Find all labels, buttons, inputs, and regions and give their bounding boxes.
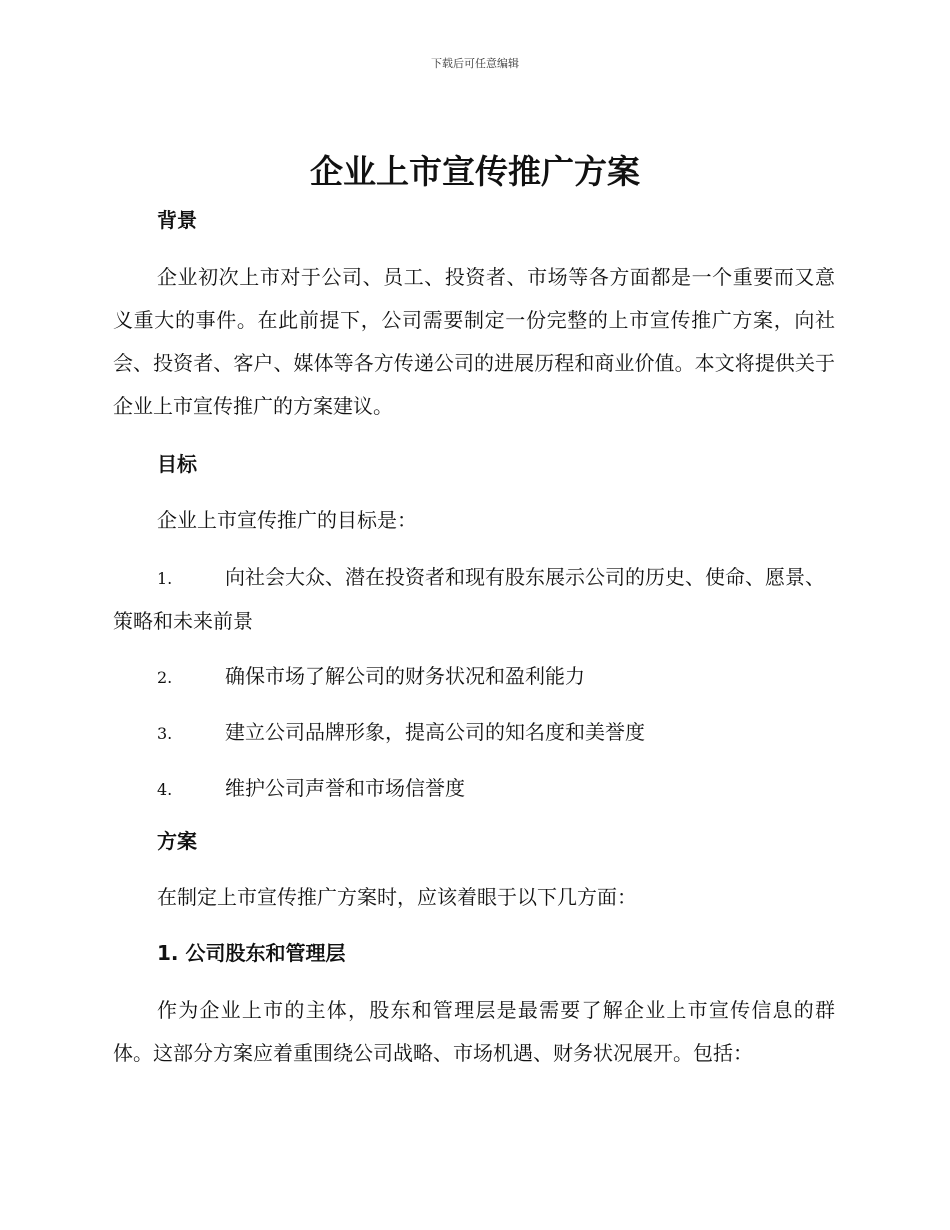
section-heading-goals: 目标 — [157, 452, 197, 476]
goals-intro: 企业上市宣传推广的目标是： — [157, 508, 417, 532]
list-item — [113, 655, 835, 699]
list-number: 3. — [157, 724, 173, 743]
list-text: 向社会大众、潜在投资者和现有股东展示公司的历史、使命、愿景、策略和未来前景 — [113, 565, 825, 633]
sub-heading-shareholders: 1. 公司股东和管理层 — [157, 941, 346, 965]
section-heading-background: 背景 — [157, 208, 197, 232]
list-text: 建立公司品牌形象，提高公司的知名度和美誉度 — [225, 720, 645, 744]
list-text: 维护公司声誉和市场信誉度 — [225, 776, 465, 800]
background-paragraph: 企业初次上市对于公司、员工、投资者、市场等各方面都是一个重要而又意义重大的事件。在此前提下，公司需要制定一份完整的上市宣传推广方案，向社会、投资者、客户、媒体等各方传递公司的进展历程和商业价值。本文将提供关于企业上市宣传推广的方案建议。 — [113, 265, 835, 418]
document-title: 企业上市宣传推广方案 — [310, 152, 640, 191]
list-item — [113, 556, 835, 643]
list-item — [113, 711, 835, 755]
plan-intro: 在制定上市宣传推广方案时，应该着眼于以下几方面： — [157, 885, 637, 909]
header-note: 下载后可任意编辑 — [431, 57, 519, 70]
list-number: 2. — [157, 668, 173, 687]
list-item — [113, 767, 835, 811]
section-heading-plan: 方案 — [157, 829, 197, 853]
list-number: 1. — [157, 569, 173, 588]
list-text: 确保市场了解公司的财务状况和盈利能力 — [225, 664, 585, 688]
shareholders-paragraph: 作为企业上市的主体，股东和管理层是最需要了解企业上市宣传信息的群体。这部分方案应着重围绕公司战略、市场机遇、财务状况展开。包括： — [113, 998, 835, 1065]
list-number: 4. — [157, 780, 173, 799]
document-body — [113, 202, 835, 1075]
